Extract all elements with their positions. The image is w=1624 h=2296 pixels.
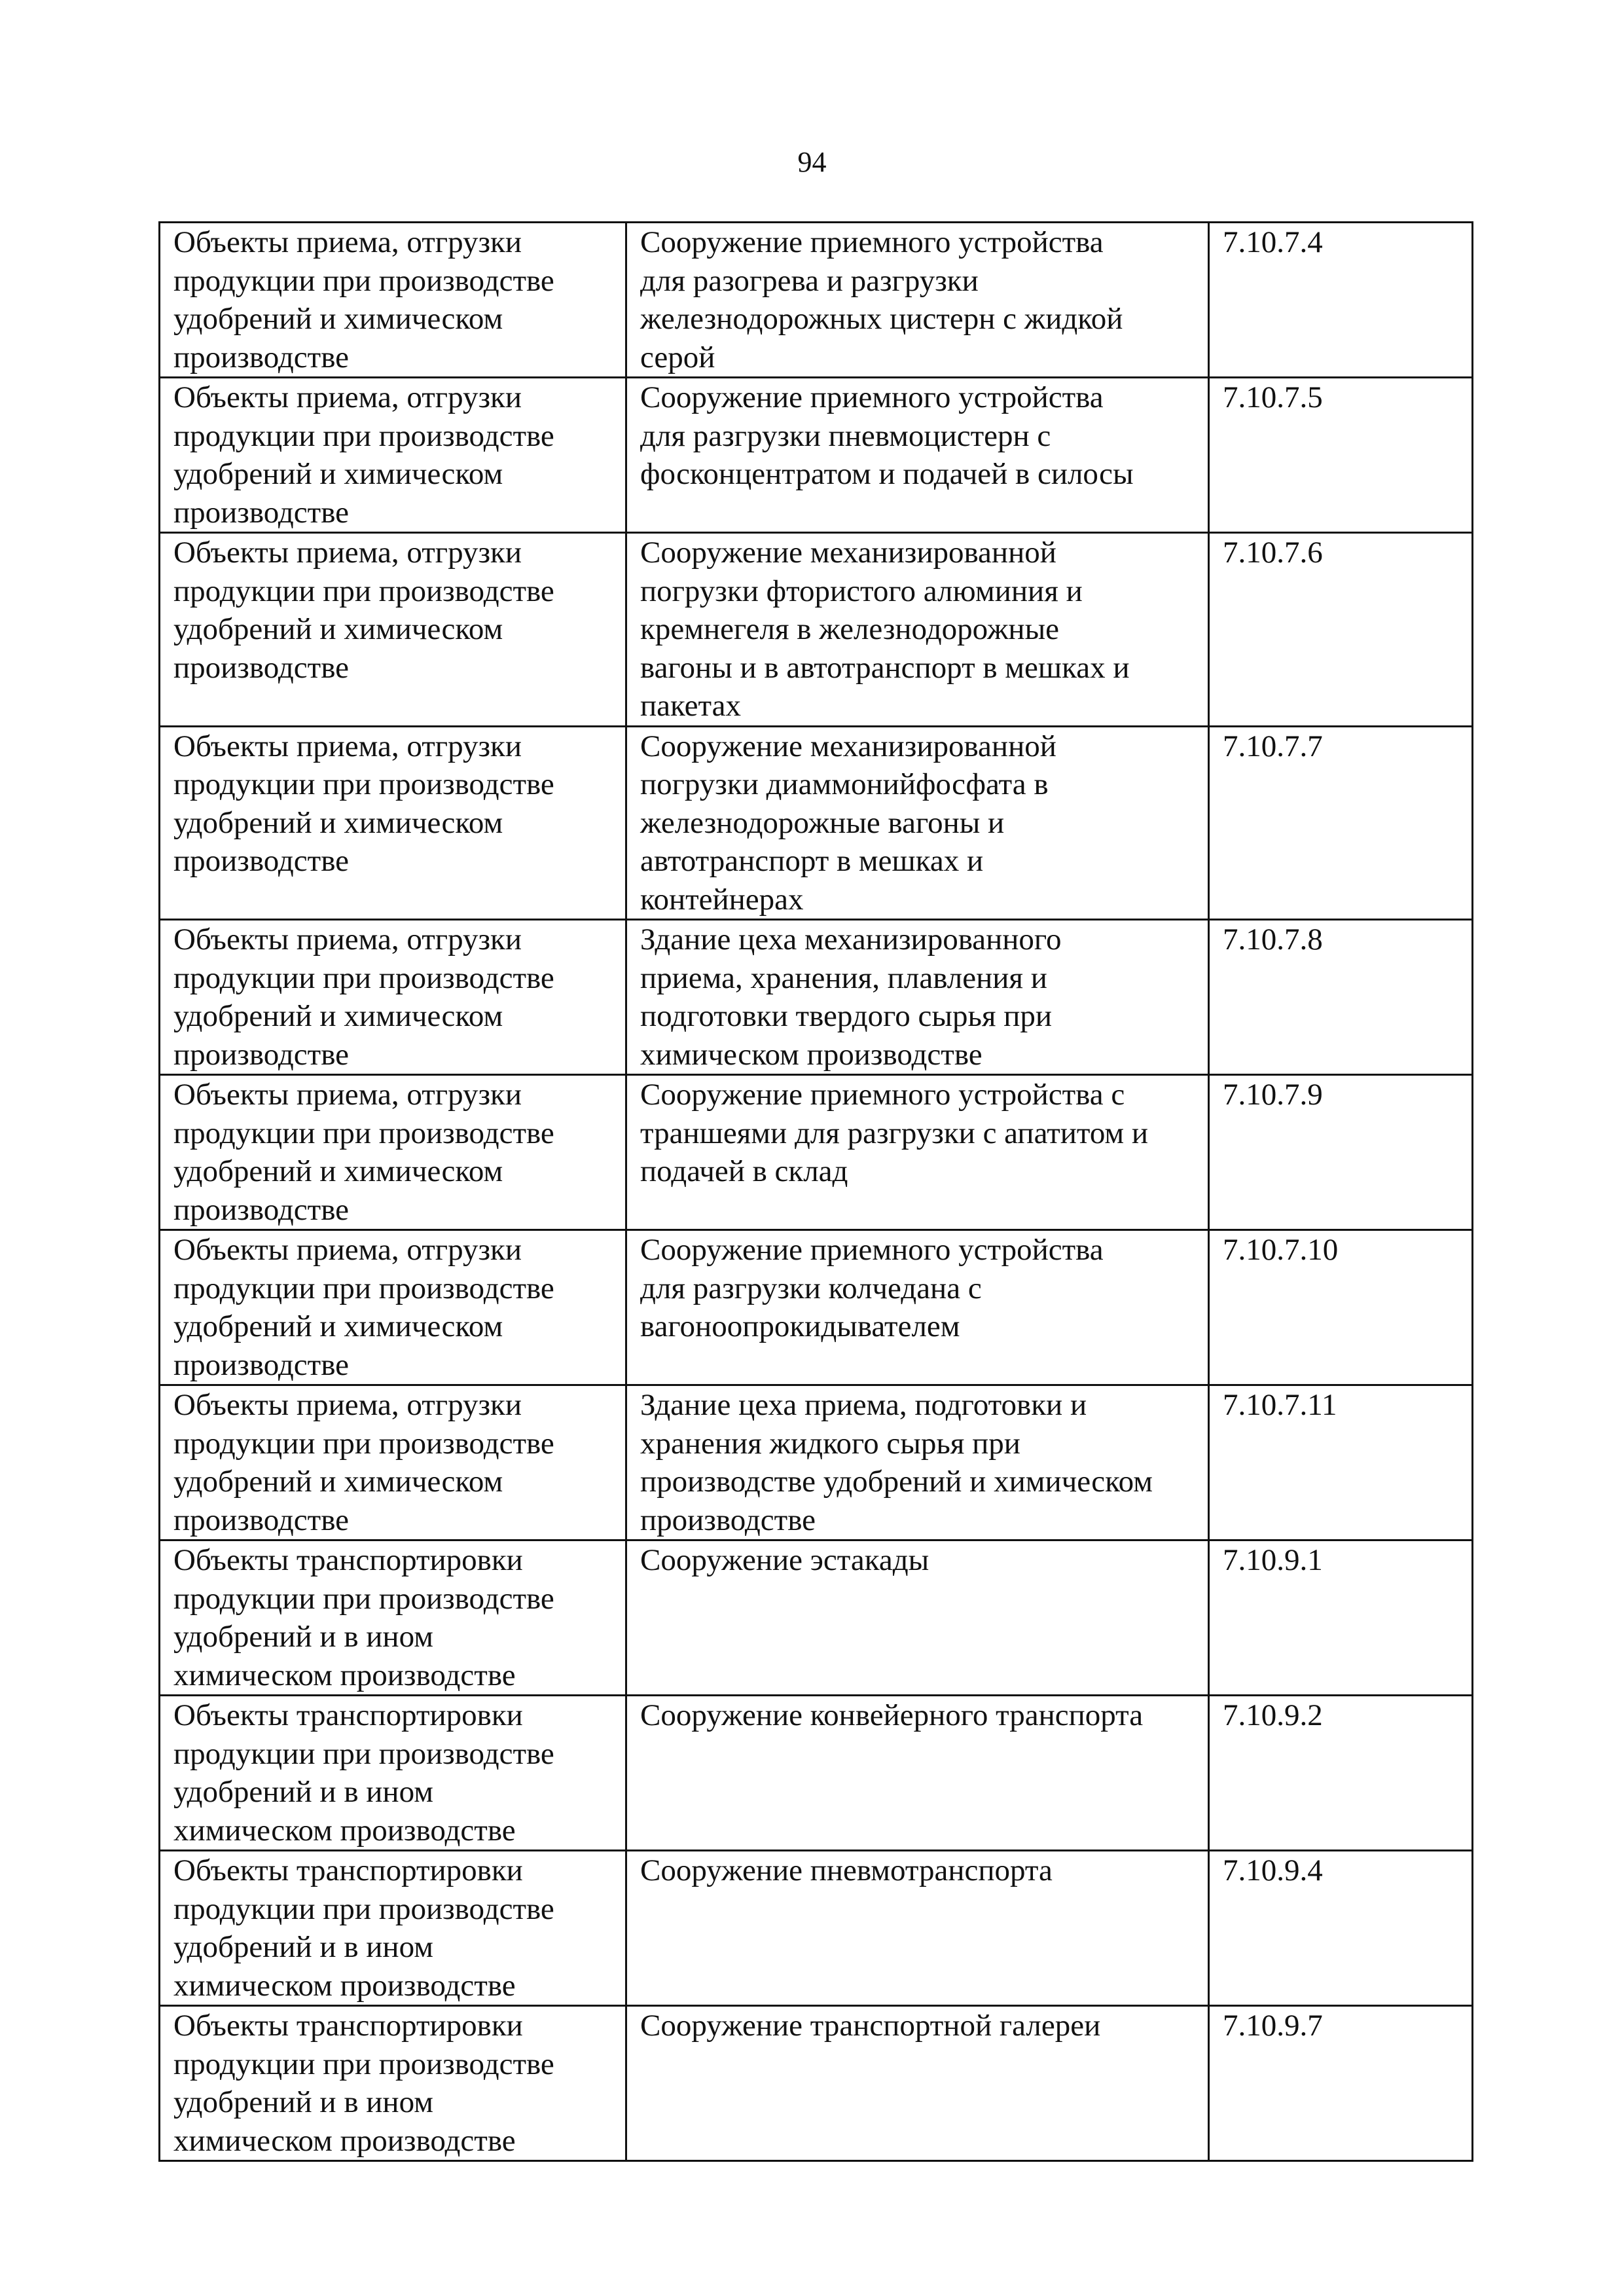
code-cell: 7.10.7.10	[1209, 1230, 1473, 1385]
object-type-cell: Объекты транспортировки продукции при производстве удобрений и в ином химическом производстве	[160, 1851, 626, 2006]
structure-cell: Сооружение механизированной погрузки диаммонийфосфата в железнодорожные вагоны и автотранспорт в мешках и контейнерах	[626, 726, 1209, 920]
structure-cell: Сооружение приемного устройства с траншеями для разгрузки с апатитом и подачей в склад	[626, 1075, 1209, 1230]
code-cell: 7.10.9.7	[1209, 2006, 1473, 2161]
object-type-cell: Объекты приема, отгрузки продукции при производстве удобрений и химическом производстве	[160, 920, 626, 1075]
structure-cell: Сооружение конвейерного транспорта	[626, 1696, 1209, 1851]
object-type-cell: Объекты приема, отгрузки продукции при производстве удобрений и химическом производстве	[160, 223, 626, 378]
object-type-cell: Объекты приема, отгрузки продукции при производстве удобрений и химическом производстве	[160, 533, 626, 727]
table-row	[160, 1230, 1473, 1385]
object-type-cell: Объекты приема, отгрузки продукции при производстве удобрений и химическом производстве	[160, 1230, 626, 1385]
code-cell: 7.10.7.9	[1209, 1075, 1473, 1230]
page-number: 94	[797, 146, 827, 178]
object-type-cell: Объекты приема, отгрузки продукции при производстве удобрений и химическом производстве	[160, 378, 626, 533]
object-type-cell: Объекты приема, отгрузки продукции при производстве удобрений и химическом производстве	[160, 1385, 626, 1540]
table-row	[160, 1385, 1473, 1540]
object-type-cell: Объекты транспортировки продукции при производстве удобрений и в ином химическом производстве	[160, 1540, 626, 1696]
object-type-cell: Объекты транспортировки продукции при производстве удобрений и в ином химическом производстве	[160, 2006, 626, 2161]
code-cell: 7.10.7.5	[1209, 378, 1473, 533]
structure-cell: Здание цеха приема, подготовки и хранения жидкого сырья при производстве удобрений и химическом производстве	[626, 1385, 1209, 1540]
table-row	[160, 1851, 1473, 2006]
code-cell: 7.10.7.11	[1209, 1385, 1473, 1540]
table-row	[160, 533, 1473, 727]
table-row	[160, 2006, 1473, 2161]
table-row	[160, 726, 1473, 920]
structure-cell: Здание цеха механизированного приема, хранения, плавления и подготовки твердого сырья при химическом производстве	[626, 920, 1209, 1075]
table-row	[160, 1540, 1473, 1696]
structure-cell: Сооружение приемного устройства для разгрузки колчедана с вагоноопрокидывателем	[626, 1230, 1209, 1385]
table-row	[160, 378, 1473, 533]
structure-cell: Сооружение пневмотранспорта	[626, 1851, 1209, 2006]
code-cell: 7.10.9.1	[1209, 1540, 1473, 1696]
table-row	[160, 920, 1473, 1075]
code-cell: 7.10.9.4	[1209, 1851, 1473, 2006]
structure-cell: Сооружение приемного устройства для разгрузки пневмоцистерн с фосконцентратом и подачей в силосы	[626, 378, 1209, 533]
table-row	[160, 1696, 1473, 1851]
code-cell: 7.10.7.7	[1209, 726, 1473, 920]
structure-cell: Сооружение приемного устройства для разогрева и разгрузки железнодорожных цистерн с жидкой серой	[626, 223, 1209, 378]
structure-cell: Сооружение эстакады	[626, 1540, 1209, 1696]
object-type-cell: Объекты транспортировки продукции при производстве удобрений и в ином химическом производстве	[160, 1696, 626, 1851]
object-type-cell: Объекты приема, отгрузки продукции при производстве удобрений и химическом производстве	[160, 1075, 626, 1230]
code-cell: 7.10.7.4	[1209, 223, 1473, 378]
table-row	[160, 1075, 1473, 1230]
structure-cell: Сооружение механизированной погрузки фтористого алюминия и кремнегеля в железнодорожные вагоны и в автотранспорт в мешках и пакетах	[626, 533, 1209, 727]
code-cell: 7.10.7.6	[1209, 533, 1473, 727]
table-row	[160, 223, 1473, 378]
code-cell: 7.10.7.8	[1209, 920, 1473, 1075]
structure-cell: Сооружение транспортной галереи	[626, 2006, 1209, 2161]
classification-table	[158, 221, 1473, 2162]
code-cell: 7.10.9.2	[1209, 1696, 1473, 1851]
object-type-cell: Объекты приема, отгрузки продукции при производстве удобрений и химическом производстве	[160, 726, 626, 920]
